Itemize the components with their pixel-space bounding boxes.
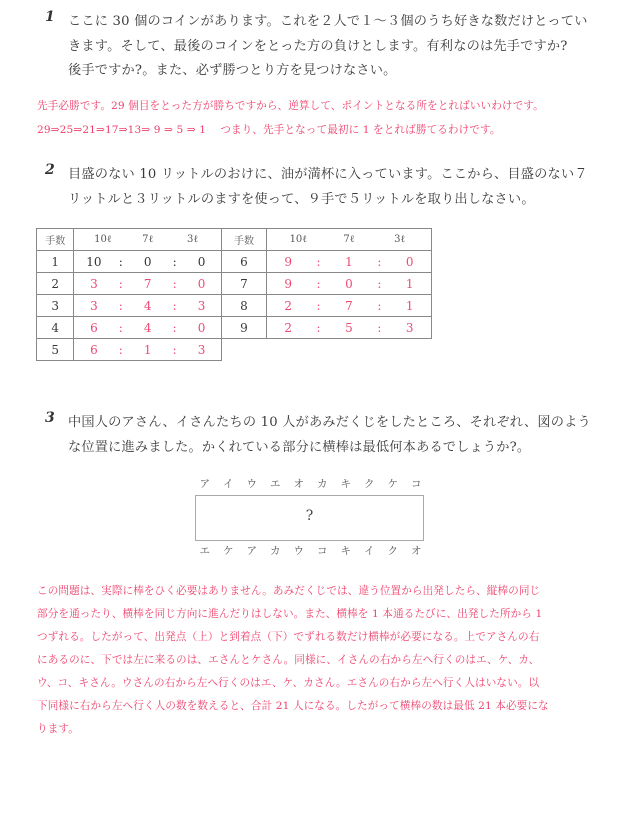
value-7l: 0	[143, 254, 152, 269]
amida-bottom-labels	[193, 543, 428, 558]
value-10l: 9	[284, 276, 292, 291]
table-row	[222, 251, 432, 273]
table-row	[37, 317, 222, 339]
question-2-number: 2	[45, 162, 55, 178]
value-7l: 7	[143, 276, 152, 291]
value-10l: 3	[90, 276, 98, 291]
question-1-line-1: ここに 30 個のコインがあります。これを２人で１～３個のうち好きな数だけとってい	[68, 14, 588, 29]
question-2-line-2: リットルと３リットルのますを使って、９手で５リットルを取り出しなさい。	[68, 192, 535, 207]
question-3-line-2: な位置に進みました。かくれている部分に横棒は最低何本あるでしょうか?。	[68, 440, 531, 455]
bottom-label: ケ	[223, 545, 234, 557]
table-row	[37, 251, 222, 273]
header-steps: 手数	[37, 229, 74, 251]
header-7l: 7ℓ	[343, 234, 355, 245]
bottom-label: オ	[411, 545, 422, 557]
value-10l: 9	[284, 254, 292, 269]
question-2-line-1: 目盛のない 10 リットルのおけに、油が満杯に入っています。ここから、目盛のない７	[68, 167, 588, 182]
value-3l: 3	[197, 342, 206, 357]
separator: :	[118, 276, 123, 291]
bottom-label: ク	[387, 545, 398, 557]
value-10l: 2	[284, 320, 292, 335]
step-number: 4	[37, 317, 74, 339]
value-3l: 0	[405, 254, 414, 269]
separator: :	[316, 320, 321, 335]
value-10l: 3	[90, 298, 98, 313]
separator: :	[316, 276, 321, 291]
question-1-number: 1	[45, 9, 55, 25]
separator: :	[118, 298, 123, 313]
separator: :	[377, 254, 382, 269]
top-label: ウ	[246, 478, 257, 490]
header-10l: 10ℓ	[94, 234, 112, 245]
answer-3-line-5: ウ、コ、キさん。ウさんの右から左へ行くのはエ、ケ、カさん。エさんの右から左へ行く人はいない。以	[37, 677, 540, 689]
liquid-table-right	[221, 228, 432, 339]
step-number: 1	[37, 251, 74, 273]
table-header-row	[37, 229, 222, 251]
top-label: コ	[411, 478, 422, 490]
hidden-amida-box	[195, 495, 424, 541]
answer-3-line-6: 下同様に右から左へ行く人の数を数えると、合計 21 人になる。したがって横棒の数は最低 21 本必要にな	[37, 700, 549, 712]
step-number: 2	[37, 273, 74, 295]
answer-3-line-1: この問題は、実際に棒をひく必要はありません。あみだくじでは、違う位置から出発したら、縦棒の同じ	[37, 585, 541, 597]
bottom-label: イ	[364, 545, 375, 557]
header-7l: 7ℓ	[142, 234, 154, 245]
answer-3-line-7: ります。	[37, 723, 79, 735]
step-number: 5	[37, 339, 74, 361]
answer-3-line-2: 部分を通ったり、横棒を同じ方向に進んだりはしない。また、横棒を 1 本通るたびに、出発した所から 1	[37, 608, 543, 620]
separator: :	[118, 254, 123, 269]
step-number: 7	[222, 273, 267, 295]
top-label: ア	[199, 478, 210, 490]
table-row	[222, 295, 432, 317]
separator: :	[118, 320, 123, 335]
bottom-label: カ	[270, 545, 281, 557]
question-3-line-1: 中国人のアさん、イさんたちの 10 人があみだくじをしたところ、それぞれ、図のよう	[68, 415, 591, 430]
table-row	[37, 339, 222, 361]
value-7l: 5	[345, 320, 353, 335]
top-label: ク	[364, 478, 375, 490]
value-10l: 2	[284, 298, 292, 313]
separator: :	[172, 320, 177, 335]
separator: :	[172, 276, 177, 291]
value-3l: 0	[197, 254, 206, 269]
bottom-label: キ	[340, 545, 351, 557]
header-3l: 3ℓ	[186, 234, 199, 245]
separator: :	[172, 254, 177, 269]
value-3l: 0	[197, 320, 206, 335]
step-number: 9	[222, 317, 267, 339]
answer-1-line-2: 29⇒25⇒21⇒17⇒13⇒ 9 ⇒ 5 ⇒ 1 つまり、先手となって最初に 1 をとれば勝てるわけです。	[37, 124, 501, 136]
value-3l: 3	[197, 298, 206, 313]
separator: :	[316, 298, 321, 313]
table-row	[37, 273, 222, 295]
value-7l: 4	[143, 298, 152, 313]
value-7l: 7	[345, 298, 353, 313]
value-3l: 1	[405, 276, 414, 291]
separator: :	[118, 342, 123, 357]
separator: :	[172, 298, 177, 313]
value-3l: 3	[405, 320, 414, 335]
bottom-label: エ	[199, 545, 210, 557]
answer-1-line-1: 先手必勝です。29 個目をとった方が勝ちですから、逆算して、ポイントとなる所をとればいいわけです。	[37, 100, 544, 112]
value-10l: 6	[90, 320, 98, 335]
liquid-table-left	[36, 228, 222, 361]
value-3l: 0	[197, 276, 206, 291]
top-label: イ	[223, 478, 234, 490]
value-7l: 1	[345, 254, 353, 269]
separator: :	[172, 342, 177, 357]
top-label: オ	[293, 478, 304, 490]
answer-3-line-3: つずれる。したがって、出発点（上）と到着点（下）でずれる数だけ横棒が必要になる。上でアさんの右	[37, 631, 540, 643]
value-10l: 10	[86, 254, 102, 269]
header-3l: 3ℓ	[394, 234, 406, 245]
question-1-line-2: きます。そして、最後のコインをとった方の負けとします。有利なのは先手ですか?	[68, 39, 568, 54]
separator: :	[377, 276, 382, 291]
value-7l: 0	[345, 276, 353, 291]
value-3l: 1	[405, 298, 414, 313]
step-number: 3	[37, 295, 74, 317]
question-3-number: 3	[45, 410, 55, 426]
value-10l: 6	[90, 342, 98, 357]
value-7l: 1	[143, 342, 152, 357]
top-label: エ	[270, 478, 281, 490]
question-1-line-3: 後手ですか?。また、必ず勝つとり方を見つけなさい。	[68, 63, 397, 78]
table-row	[37, 295, 222, 317]
amida-top-labels	[193, 476, 428, 491]
table-header-row	[222, 229, 432, 251]
separator: :	[377, 320, 382, 335]
bottom-label: コ	[317, 545, 328, 557]
step-number: 6	[222, 251, 267, 273]
bottom-label: ア	[246, 545, 257, 557]
table-row	[222, 273, 432, 295]
header-10l: 10ℓ	[289, 234, 308, 245]
hidden-mark: ?	[305, 508, 314, 524]
value-7l: 4	[143, 320, 152, 335]
bottom-label: ウ	[293, 545, 304, 557]
separator: :	[316, 254, 321, 269]
top-label: キ	[340, 478, 351, 490]
separator: :	[377, 298, 382, 313]
answer-3-line-4: にあるのに、下では左に来るのは、エさんとケさん。同様に、イさんの右から左へ行くのはエ、ケ、カ、	[37, 654, 540, 666]
step-number: 8	[222, 295, 267, 317]
header-steps: 手数	[222, 229, 267, 251]
table-row	[222, 317, 432, 339]
top-label: カ	[317, 478, 328, 490]
top-label: ケ	[387, 478, 398, 490]
